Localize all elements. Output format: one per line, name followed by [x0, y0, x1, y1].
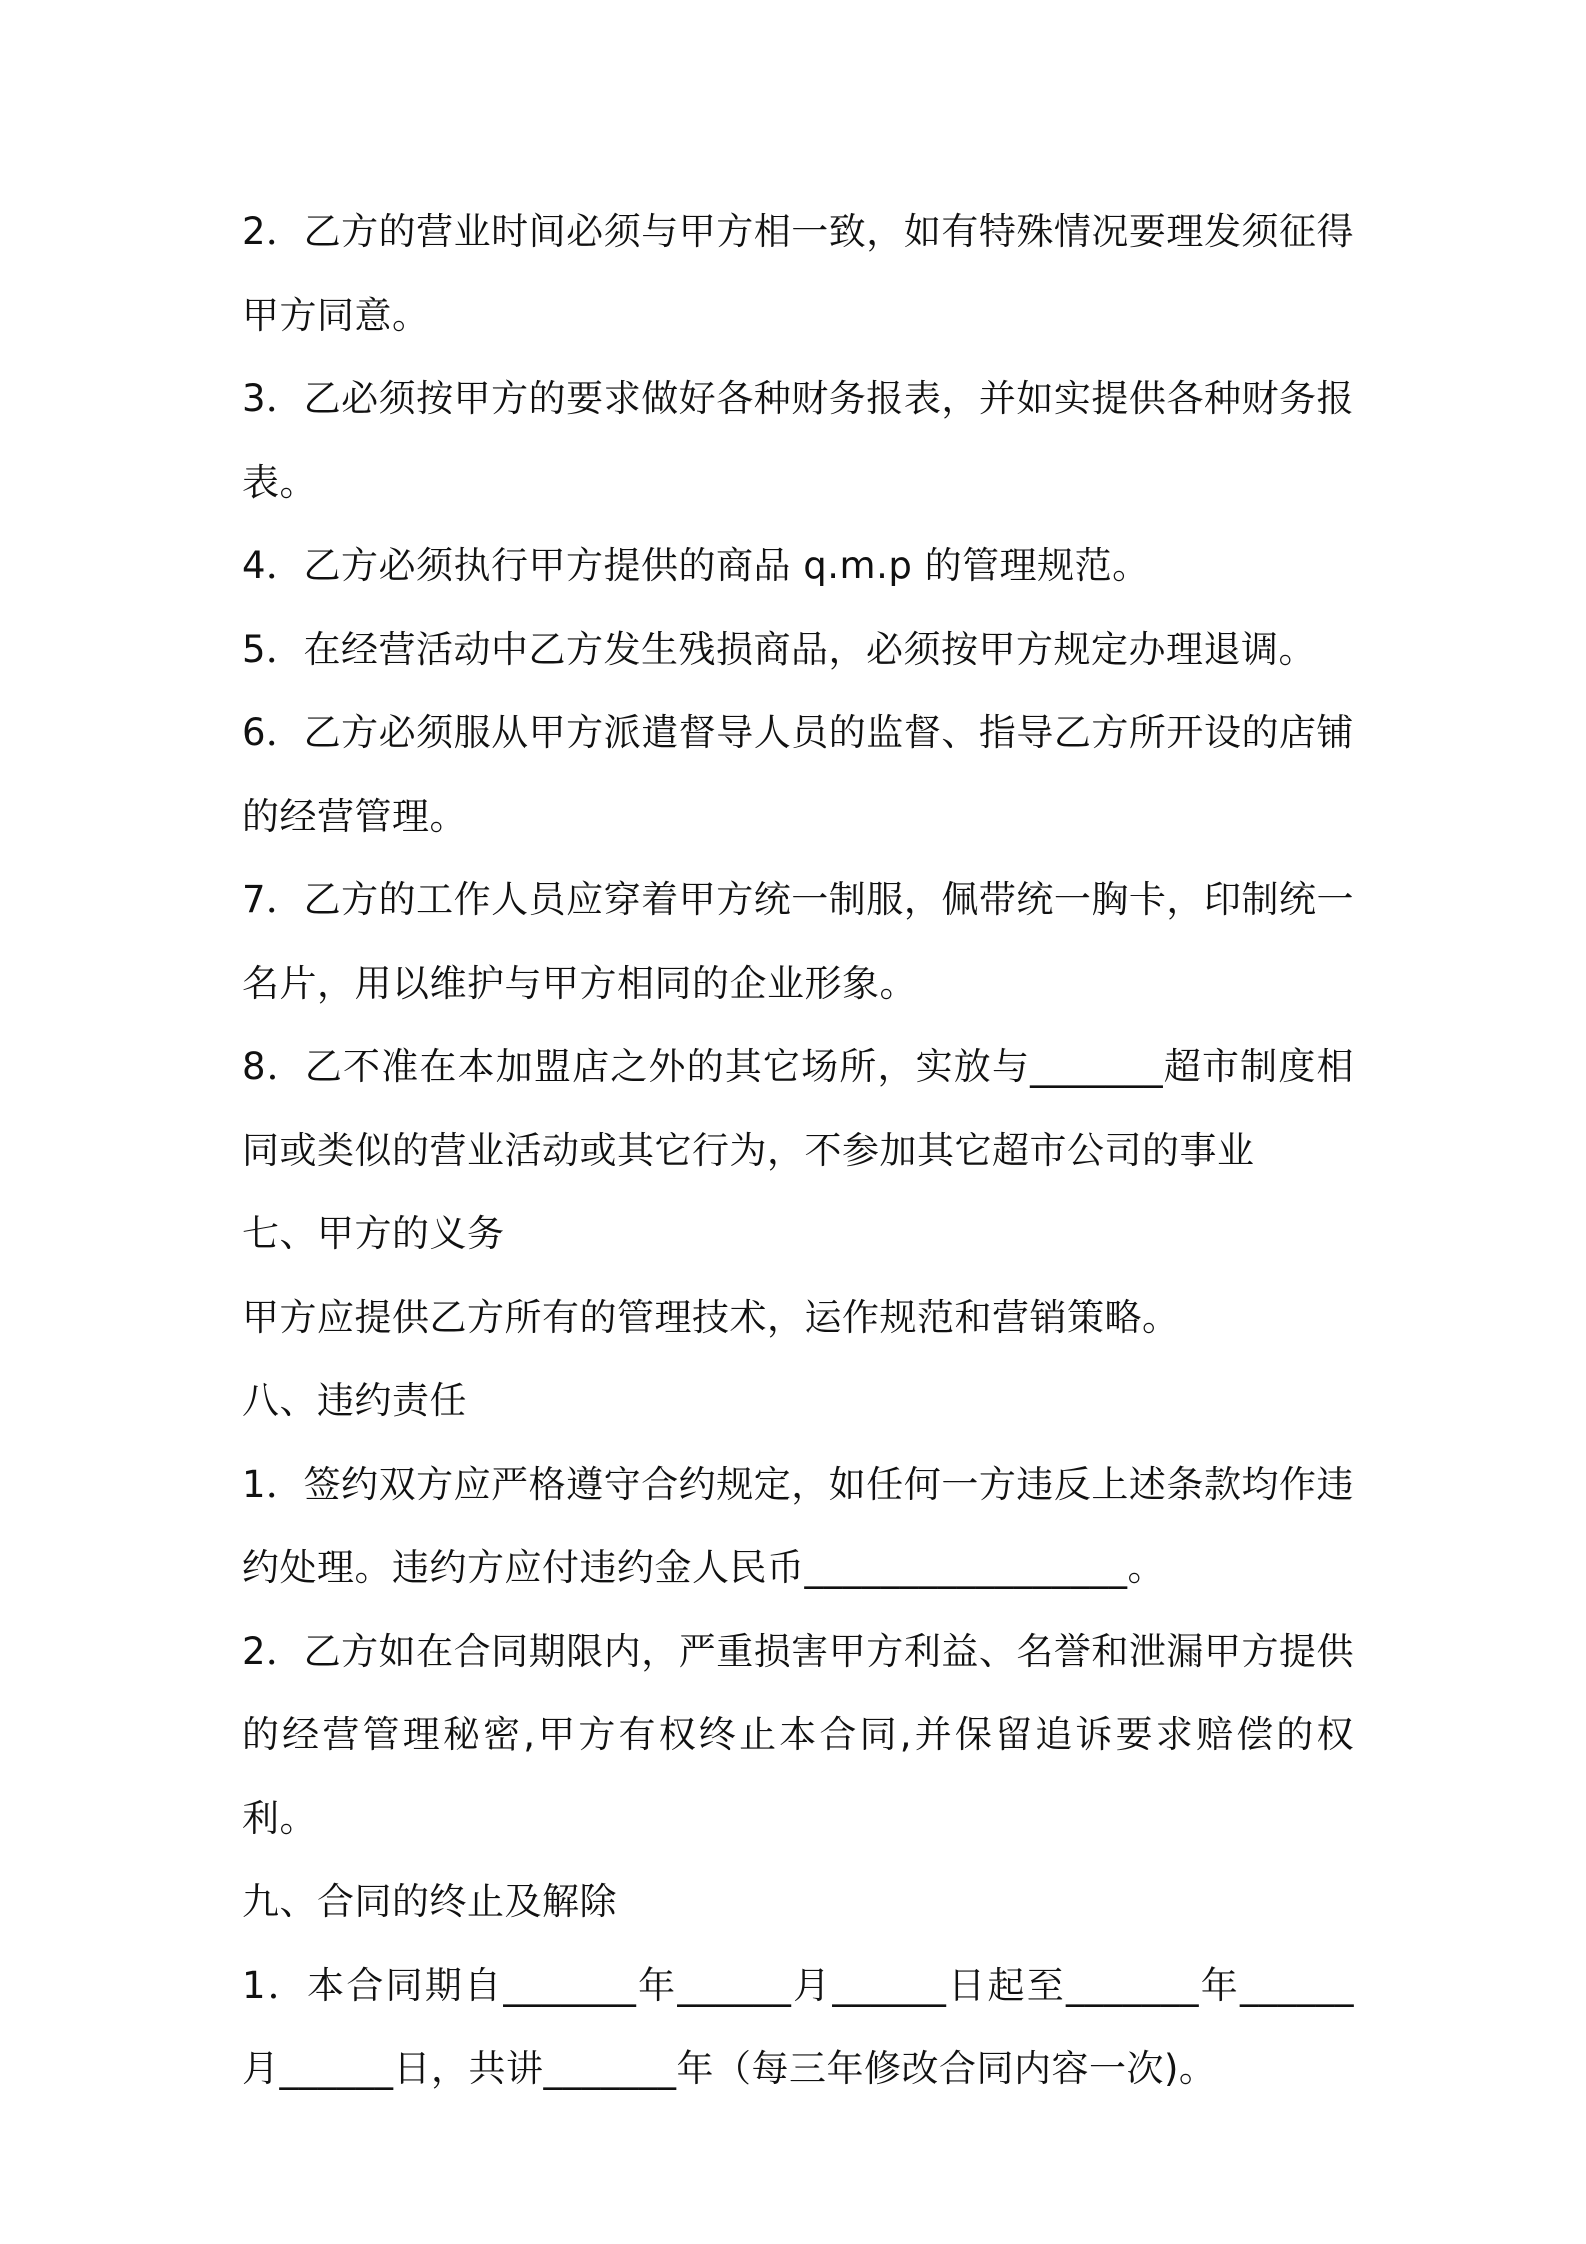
clause-4-qmp-standards: 4．乙方必须执行甲方提供的商品 q.m.p 的管理规范。: [242, 544, 1150, 587]
termination-clause-1: 1．本合同期自_______年______月______日起至_______年______月______日，共讲_______年（每三年修改合同内容一次)。: [242, 1963, 1354, 2090]
clause-8-non-compete: 8．乙不准在本加盟店之外的其它场所，实放与_______超市制度相同或类似的营业活动或其它行为，不参加其它超市公司的事业: [242, 1045, 1354, 1172]
section-9-heading: 九、合同的终止及解除: [242, 1880, 617, 1923]
section-7-text: 甲方应提供乙方所有的管理技术，运作规范和营销策略。: [242, 1295, 1180, 1339]
clause-6-supervision: 6．乙方必须服从甲方派遣督导人员的监督、指导乙方所开设的店铺的经营管理。: [242, 711, 1354, 838]
breach-clause-2: 2．乙方如在合同期限内，严重损害甲方利益、名誉和泄漏甲方提供的经营管理秘密,甲方有权终止本合同,并保留追诉要求赔偿的权利。: [242, 1629, 1354, 1840]
section-8-heading: 八、违约责任: [242, 1379, 467, 1422]
clause-3-financial-reports: 3．乙必须按甲方的要求做好各种财务报表，并如实提供各种财务报表。: [242, 377, 1354, 504]
clause-5-damaged-goods: 5．在经营活动中乙方发生残损商品，必须按甲方规定办理退调。: [242, 627, 1317, 671]
section-7-heading: 七、甲方的义务: [242, 1212, 505, 1255]
breach-clause-1: 1．签约双方应严格遵守合约规定，如任何一方违反上述条款均作违约处理。违约方应付违约金人民币_________________。: [242, 1462, 1354, 1589]
clause-7-uniform: 7．乙方的工作人员应穿着甲方统一制服，佩带统一胸卡，印制统一名片，用以维护与甲方相同的企业形象。: [242, 878, 1354, 1005]
document-body: [242, 190, 1354, 2111]
clause-2-business-hours: 2．乙方的营业时间必须与甲方相一致，如有特殊情况要理发须征得甲方同意。: [242, 210, 1354, 337]
